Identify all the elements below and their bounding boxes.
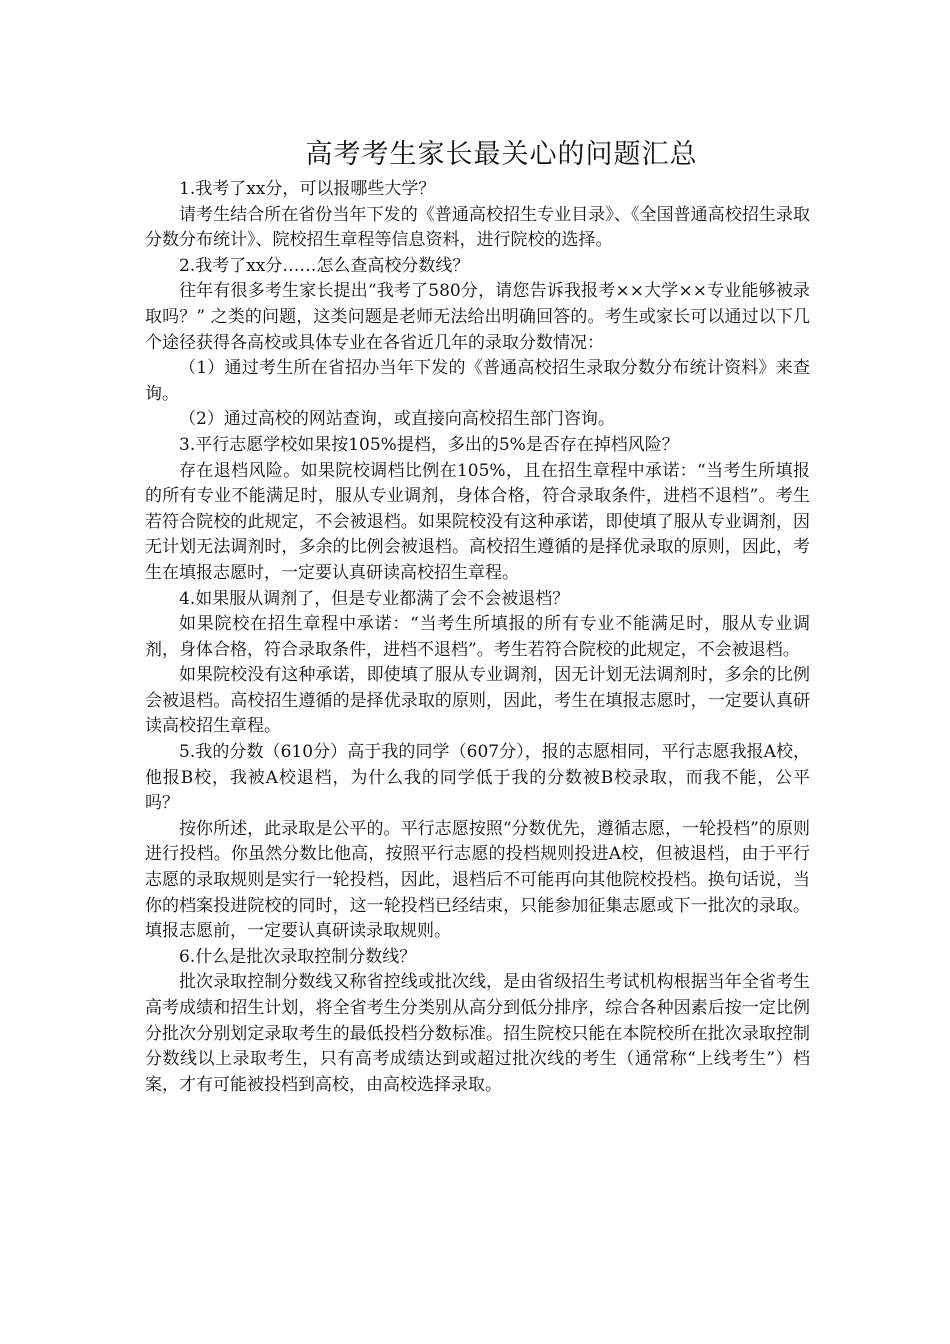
question-6: 6.什么是批次录取控制分数线？: [179, 946, 417, 967]
answer-2-item-2: （2）通过高校的网站查询，或直接向高校招生部门咨询。: [179, 409, 615, 430]
question-5: 5.我的分数（610分）高于我的同学（607分），报的志愿相同，平行志愿我报A校，他报B校，我被A校退档，为什么我的同学低于我的分数被B校录取，而我不能，公平吗？: [145, 742, 810, 814]
answer-3: 存在退档风险。如果院校调档比例在105%，且在招生章程中承诺：“当考生所填报的所有专业不能满足时，服从专业调剂，身体合格，符合录取条件，进档不退档”。考生若符合院校的此规定，不会被退档。如果院校没有这种承诺，即使填了服从专业调剂，因无计划无法调剂时，多余的比例会被退档。高校招生遵循的是择优录取的原则，因此，考生在填报志愿时，一定要认真研读高校招生章程。: [145, 460, 810, 583]
document-page: [145, 135, 810, 1098]
document-title: 高考考生家长最关心的问题汇总: [305, 139, 698, 170]
answer-6: 批次录取控制分数线又称省控线或批次线，是由省级招生考试机构根据当年全省考生高考成绩和招生计划，将全省考生分类别从高分到低分排序，综合各种因素后按一定比例分批次分别划定录取考生的最低投档分数标准。招生院校只能在本院校所在批次录取控制分数线以上录取考生，只有高考成绩达到或超过批次线的考生（通常称“上线考生”）档案，才有可能被投档到高校，由高校选择录取。: [145, 972, 810, 1095]
answer-2-item-1: （1）通过考生所在省招办当年下发的《普通高校招生录取分数分布统计资料》来查询。: [145, 358, 810, 404]
answer-5: 按你所述，此录取是公平的。平行志愿按照“分数优先，遵循志愿，一轮投档”的原则进行投档。你虽然分数比他高，按照平行志愿的投档规则投进A校，但被退档，由于平行志愿的录取规则是实行一轮投档，因此，退档后不可能再向其他院校投档。换句话说，当你的档案投进院校的同时，这一轮投档已经结束，只能参加征集志愿或下一批次的录取。填报志愿前，一定要认真研读录取规则。: [145, 818, 810, 942]
question-3: 3.平行志愿学校如果按105%提档，多出的5%是否存在掉档风险？: [179, 434, 679, 455]
answer-2: 往年有很多考生家长提出“我考了580分，请您告诉我报考××大学××专业能够被录取吗？” 之类的问题，这类问题是老师无法给出明确回答的。考生或家长可以通过以下几个途径获得各高校或具体专业在各省近几年的录取分数情况：: [145, 281, 810, 353]
answer-4-part-1: 如果院校在招生章程中承诺：“当考生所填报的所有专业不能满足时，服从专业调剂，身体合格，符合录取条件，进档不退档”。考生若符合院校的此规定，不会被退档。: [145, 614, 810, 660]
answer-1: 请考生结合所在省份当年下发的《普通高校招生专业目录》、《全国普通高校招生录取分数分布统计》、院校招生章程等信息资料，进行院校的选择。: [145, 204, 810, 251]
question-4: 4.如果服从调剂了，但是专业都满了会不会被退档？: [179, 588, 570, 609]
question-2: 2.我考了xx分……怎么查高校分数线？: [179, 255, 470, 276]
answer-4-part-2: 如果院校没有这种承诺，即使填了服从专业调剂，因无计划无法调剂时，多余的比例会被退档。高校招生遵循的是择优录取的原则，因此，考生在填报志愿时，一定要认真研读高校招生章程。: [145, 665, 810, 737]
question-1: 1.我考了xx分，可以报哪些大学？: [179, 179, 436, 199]
